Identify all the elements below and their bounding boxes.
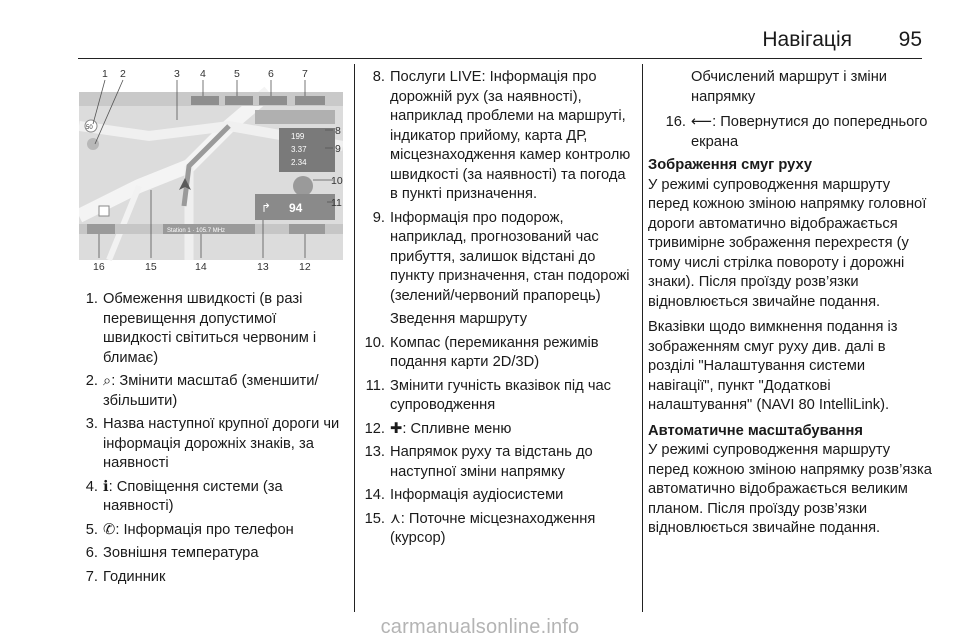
legend-item-14: 14. Інформація аудіосистеми xyxy=(364,487,564,503)
callout-15: 15 xyxy=(145,261,157,273)
callout-6: 6 xyxy=(268,68,274,80)
callout-12: 12 xyxy=(299,261,311,273)
legend-item-16: 16. ⟵: Повернутися до попереднього екрана xyxy=(665,114,928,150)
column-divider-2 xyxy=(642,64,643,612)
popup-menu-icon xyxy=(289,224,325,234)
watermark: carmanualsonline.info xyxy=(380,616,580,638)
callout-16: 16 xyxy=(93,261,105,273)
page-title: Навігація xyxy=(762,28,852,51)
callout-11: 11 xyxy=(331,197,342,209)
legend-item-4: 4. ℹ: Сповіщення системи (за наявності) xyxy=(85,478,283,514)
text-column-3 xyxy=(648,68,934,545)
turn-arrow-icon: ↱ xyxy=(261,201,272,215)
navigation-screen-figure xyxy=(79,66,343,278)
page-number: 95 xyxy=(898,28,922,51)
callout-8: 8 xyxy=(335,125,341,137)
legend-item-6: 6. Зовнішня температура xyxy=(85,545,259,561)
legend-item-1: 1. Обмеження швидкості (в разі перевищення допустимої швидкості світиться червоним і блимає) xyxy=(85,291,317,366)
callout-2: 2 xyxy=(120,68,126,80)
info-icon: ℹ xyxy=(103,478,109,495)
callout-4: 4 xyxy=(200,68,206,80)
legend-item-10: 10. Компас (перемикання режимів подання карти 2D/3D) xyxy=(364,334,599,370)
legend-item-9: 9. Інформація про подорож, наприклад, прогнозований час прибуття, залишок відстані до пункту призначення, стан подорожі (зелений/червоний прапорець) xyxy=(372,209,630,304)
compass-icon xyxy=(293,176,313,196)
callout-3: 3 xyxy=(174,68,180,80)
phone-icon: ✆ xyxy=(103,521,116,538)
callout-5: 5 xyxy=(234,68,240,80)
legend-item-3: 3. Назва наступної крупної дороги чи інформація дорожніх знаків, за наявності xyxy=(85,416,340,471)
cursor-icon: ⋏ xyxy=(390,510,401,527)
distance-2: 3.37 xyxy=(291,145,307,154)
legend-item-9-sub: Зведення маршруту xyxy=(390,311,528,327)
callout-14: 14 xyxy=(195,261,207,273)
callout-1: 1 xyxy=(102,68,108,80)
zoom-icon: ⌕ xyxy=(103,373,112,389)
section-lane-guidance-p2: Вказівки щодо вимкнення подання із зображенням смуг руху див. далі в розділі "Налаштування системи навігації", пункт "Додаткові налаштування" (NAVI 80 IntelliLink). xyxy=(648,319,898,413)
callout-7: 7 xyxy=(302,68,308,80)
legend-item-11: 11. Змінити гучність вказівок під час супроводження xyxy=(365,377,611,413)
distance-3: 2.34 xyxy=(291,158,307,167)
legend-item-15: 15. ⋏: Поточне місцезнаходження (курсор) xyxy=(364,510,596,546)
callout-10: 10 xyxy=(331,175,343,187)
legend-item-13: 13. Напрямок руху та відстань до наступної зміни напрямку xyxy=(364,444,593,480)
section-lane-guidance-p1: У режимі супроводження маршруту перед кожною зміною напрямку головної дороги автоматично відображається тривимірне зображення перехрестя (у тому числі стрілка повороту і дорожні знаки). Після проїзду розв’язки відновлюється звичайне подання. xyxy=(648,176,927,310)
legend-item-5: 5. ✆: Інформація про телефон xyxy=(85,521,294,538)
legend-item-2: 2. ⌕: Змінити масштаб (зменшити/збільшити) xyxy=(85,373,319,409)
audio-info: Station 1 · 105.7 MHz xyxy=(167,228,226,234)
legend-item-12: 12. ✚: Спливне меню xyxy=(364,420,512,437)
section-auto-zoom-title: Автоматичне масштабування xyxy=(648,422,863,439)
section-lane-guidance-title: Зображення смуг руху xyxy=(648,157,813,173)
speed-limit: 50 xyxy=(86,125,93,131)
callout-9: 9 xyxy=(335,143,341,155)
legend-item-8: 8. Послуги LIVE: Інформація про дорожній рух (за наявності), наприклад проблеми на маршруті, індикатор прийому, карта ДР, місцезнаходження камер контролю швидкості (за наявності) та погода в пункті призначення. xyxy=(372,69,631,202)
legend-column-1 xyxy=(60,290,348,591)
section-auto-zoom-p1: У режимі супроводження маршруту перед кожною зміною напрямку розв’язка автоматично відображається великим планом. Після проїзду розв’язки відновлюється звичайне подання. xyxy=(648,442,932,536)
legend-item-7: 7. Годинник xyxy=(85,568,166,585)
distance-1: 199 xyxy=(291,132,305,141)
route-intro: Обчислений маршрут і зміни напрямку xyxy=(691,69,888,105)
back-icon xyxy=(99,206,109,216)
navigation-screen-diagram xyxy=(79,66,343,278)
page-header xyxy=(0,0,960,62)
plus-icon: ✚ xyxy=(390,420,403,437)
back-arrow-icon: ⟵ xyxy=(691,114,713,130)
turn-distance: 94 xyxy=(289,201,303,215)
legend-column-2 xyxy=(347,68,637,553)
callout-13: 13 xyxy=(257,261,269,273)
header-rule xyxy=(78,58,922,59)
